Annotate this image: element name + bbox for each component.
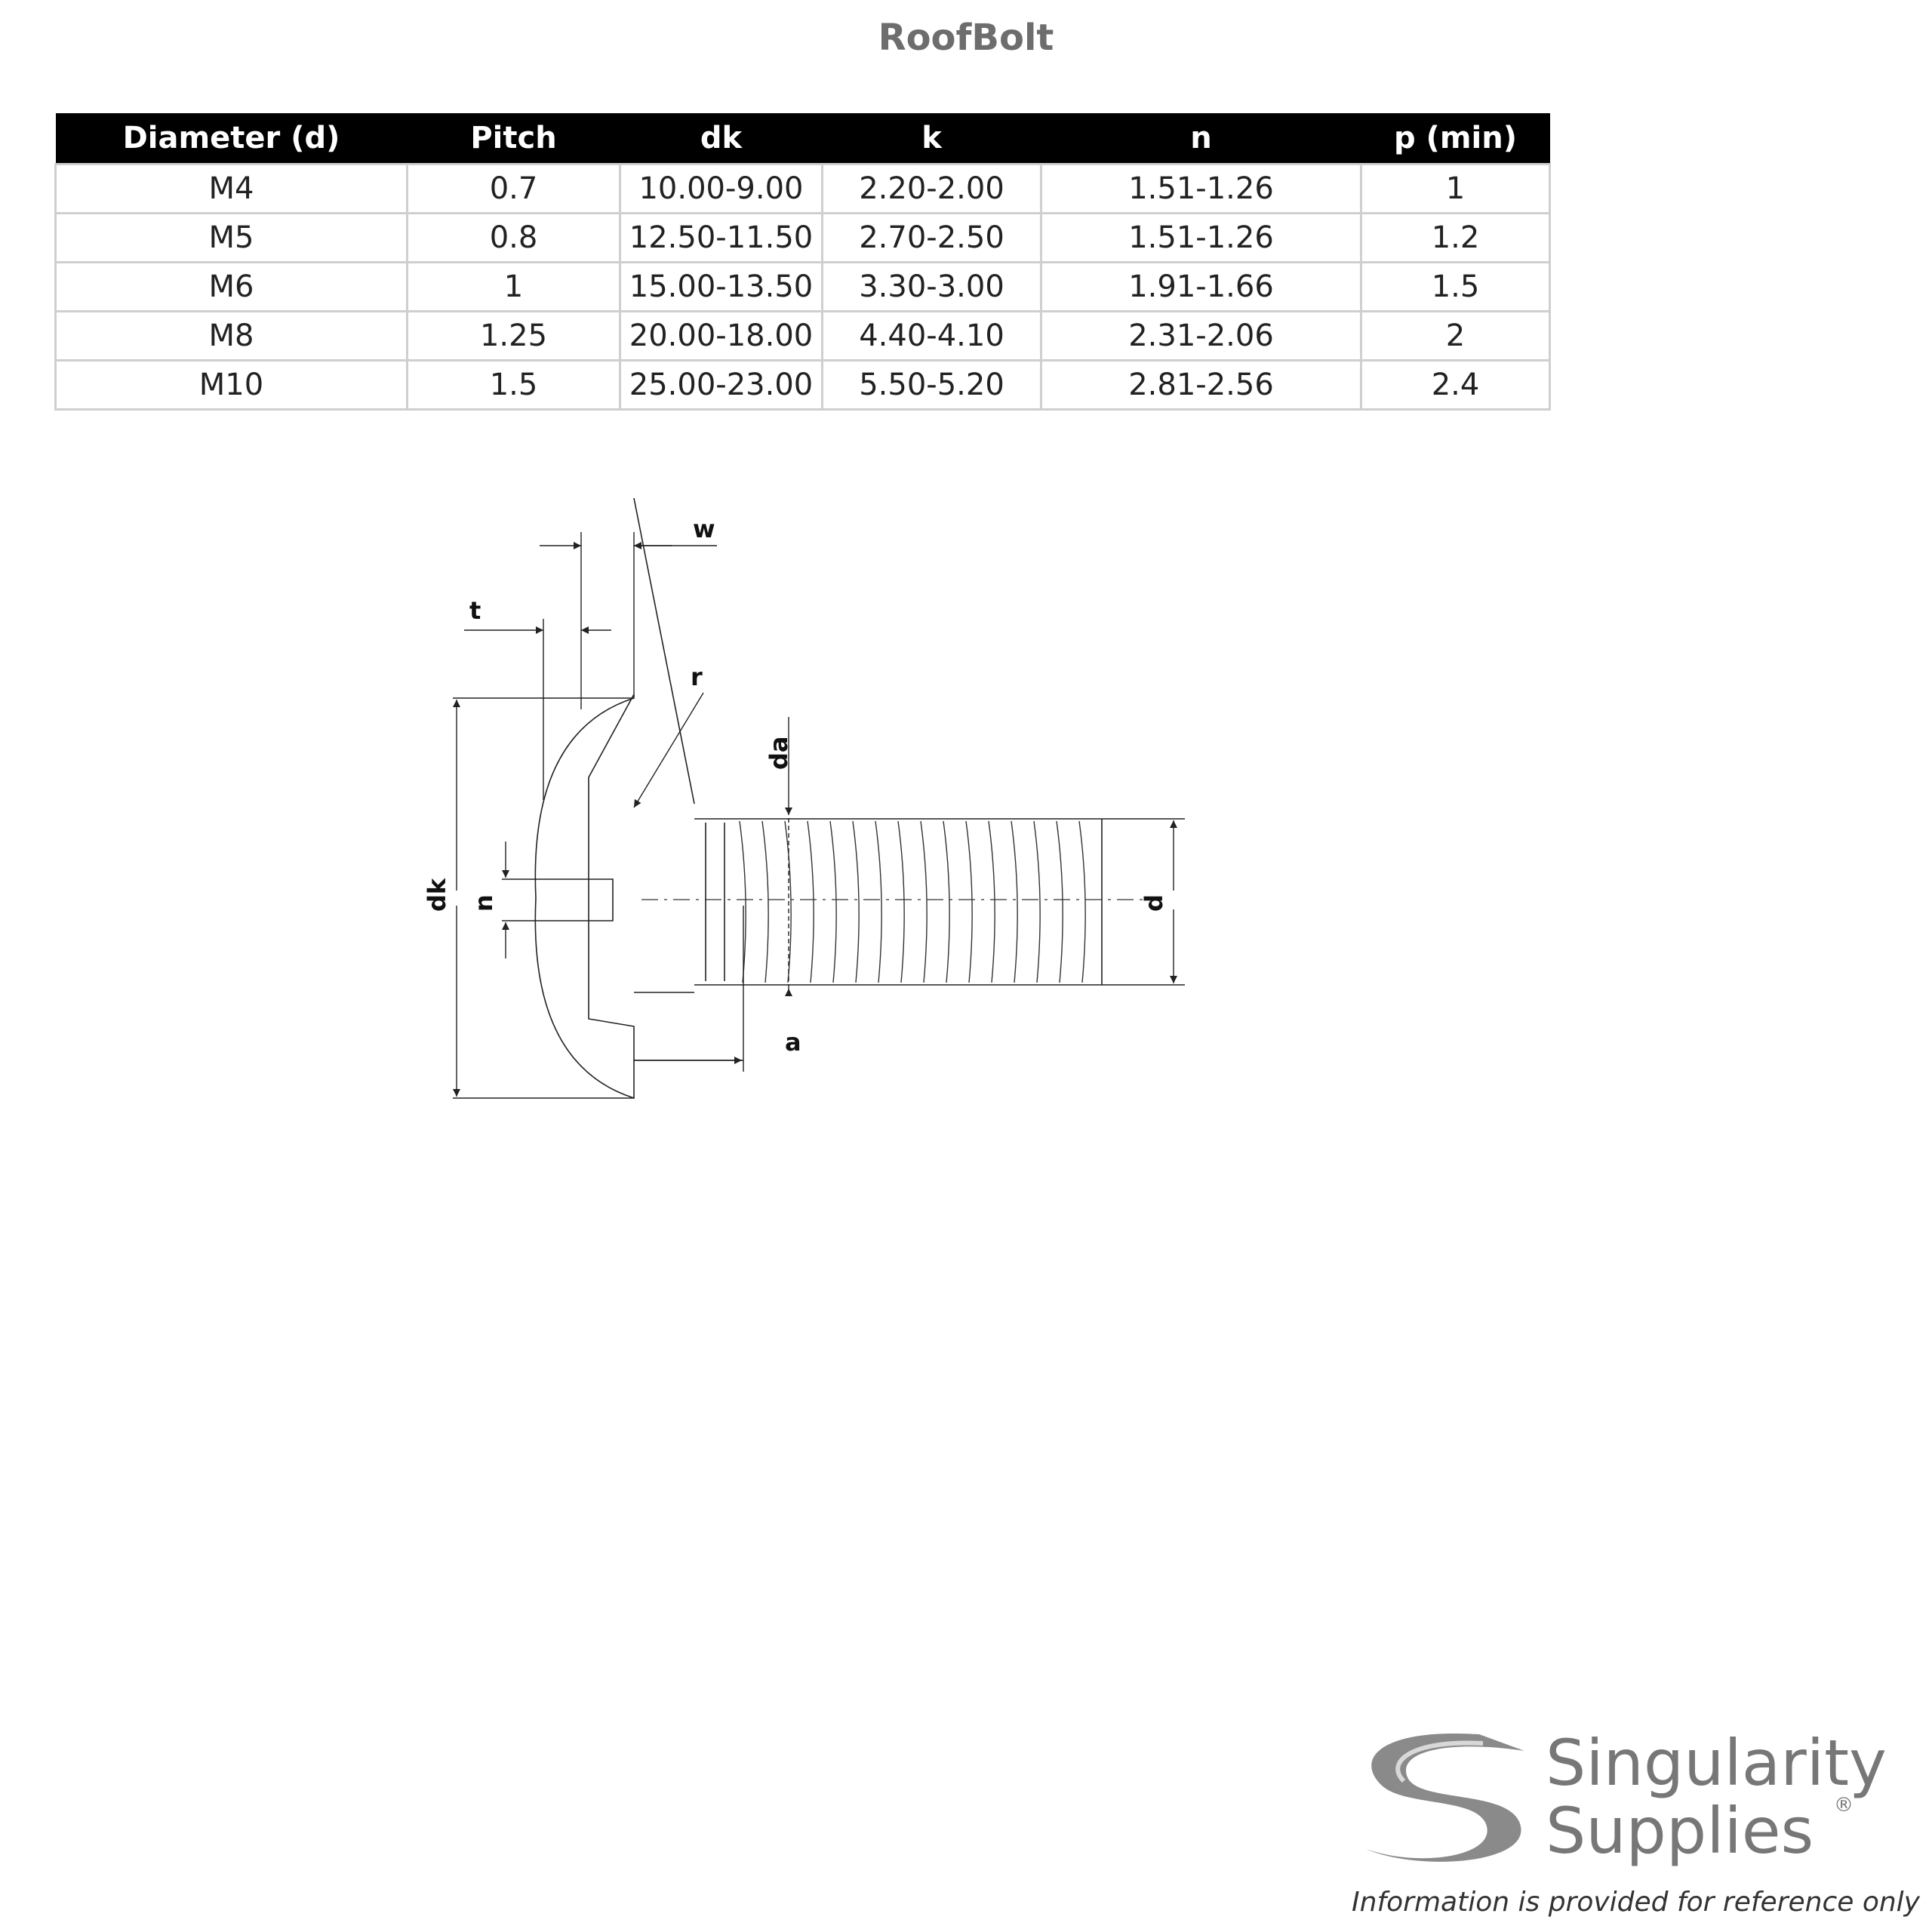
thread-crest [740, 821, 746, 983]
page-title: RoofBolt [878, 17, 1054, 59]
table-cell: 1.5 [1361, 263, 1550, 312]
thread-crest [943, 821, 949, 983]
thread-crest [989, 821, 995, 983]
swoosh-s-icon [1366, 1734, 1524, 1862]
brand-logo [1351, 1721, 1932, 1882]
table-cell: 20.00-18.00 [620, 312, 823, 361]
header-diameter: Diameter (d) [56, 113, 408, 165]
table-cell: M10 [56, 361, 408, 410]
brand-name-line1: Singularity [1546, 1726, 1887, 1800]
reference-disclaimer: Information is provided for reference only [1352, 1887, 1920, 1918]
table-header-row [56, 113, 1550, 165]
table-row [56, 165, 1550, 214]
spec-table [54, 113, 1551, 411]
thread-crest [1079, 821, 1085, 983]
bolt-head [535, 694, 634, 1098]
thread-crest [785, 821, 791, 983]
table-cell: M5 [56, 214, 408, 263]
table-cell: 1 [408, 263, 620, 312]
table-cell: 0.8 [408, 214, 620, 263]
bolt-slot [589, 879, 613, 921]
table-cell: 1.51-1.26 [1041, 165, 1361, 214]
label-n: n [469, 894, 498, 912]
thread-crest [762, 821, 768, 983]
brand-name-line2: Supplies [1546, 1794, 1814, 1868]
table-row [56, 361, 1550, 410]
label-r: r [691, 663, 703, 691]
header-n: n [1041, 113, 1361, 165]
table-cell: 3.30-3.00 [823, 263, 1041, 312]
table-cell: 2.70-2.50 [823, 214, 1041, 263]
table-cell: 1.51-1.26 [1041, 214, 1361, 263]
table-cell: 12.50-11.50 [620, 214, 823, 263]
label-t: t [469, 596, 481, 625]
thread-crest [853, 821, 859, 983]
table-cell: 4.40-4.10 [823, 312, 1041, 361]
table-row [56, 263, 1550, 312]
thread-crest [966, 821, 972, 983]
table-cell: 0.7 [408, 165, 620, 214]
thread-crest [898, 821, 904, 983]
thread-crest [921, 821, 927, 983]
thread-crest [875, 821, 881, 983]
table-row [56, 312, 1550, 361]
label-da: da [764, 736, 793, 770]
table-cell: 10.00-9.00 [620, 165, 823, 214]
header-pitch: Pitch [408, 113, 620, 165]
table-cell: 2.31-2.06 [1041, 312, 1361, 361]
label-dk: dk [423, 878, 451, 912]
label-w: w [693, 515, 715, 543]
table-cell: 1.2 [1361, 214, 1550, 263]
table-cell: M6 [56, 263, 408, 312]
label-a: a [785, 1028, 801, 1057]
header-k: k [823, 113, 1041, 165]
table-cell: 5.50-5.20 [823, 361, 1041, 410]
thread-crest [830, 821, 836, 983]
table-cell: 25.00-23.00 [620, 361, 823, 410]
table-row [56, 214, 1550, 263]
thread-crest [1011, 821, 1017, 983]
label-d: d [1140, 894, 1168, 912]
table-cell: 1.5 [408, 361, 620, 410]
table-cell: 1.25 [408, 312, 620, 361]
header-dk: dk [620, 113, 823, 165]
thread-crest [1034, 821, 1040, 983]
table-cell: 15.00-13.50 [620, 263, 823, 312]
table-cell: 2.4 [1361, 361, 1550, 410]
table-cell: 2.20-2.00 [823, 165, 1041, 214]
table-cell: M8 [56, 312, 408, 361]
thread-crest [808, 821, 814, 983]
table-cell: 2 [1361, 312, 1550, 361]
table-cell: 2.81-2.56 [1041, 361, 1361, 410]
registered-mark: ® [1834, 1794, 1854, 1817]
table-cell: 1.91-1.66 [1041, 263, 1361, 312]
bolt-technical-drawing [408, 498, 1238, 1223]
bolt-threads [694, 819, 1102, 985]
header-p-min: p (min) [1361, 113, 1550, 165]
table-cell: 1 [1361, 165, 1550, 214]
thread-crest [1057, 821, 1063, 983]
table-cell: M4 [56, 165, 408, 214]
